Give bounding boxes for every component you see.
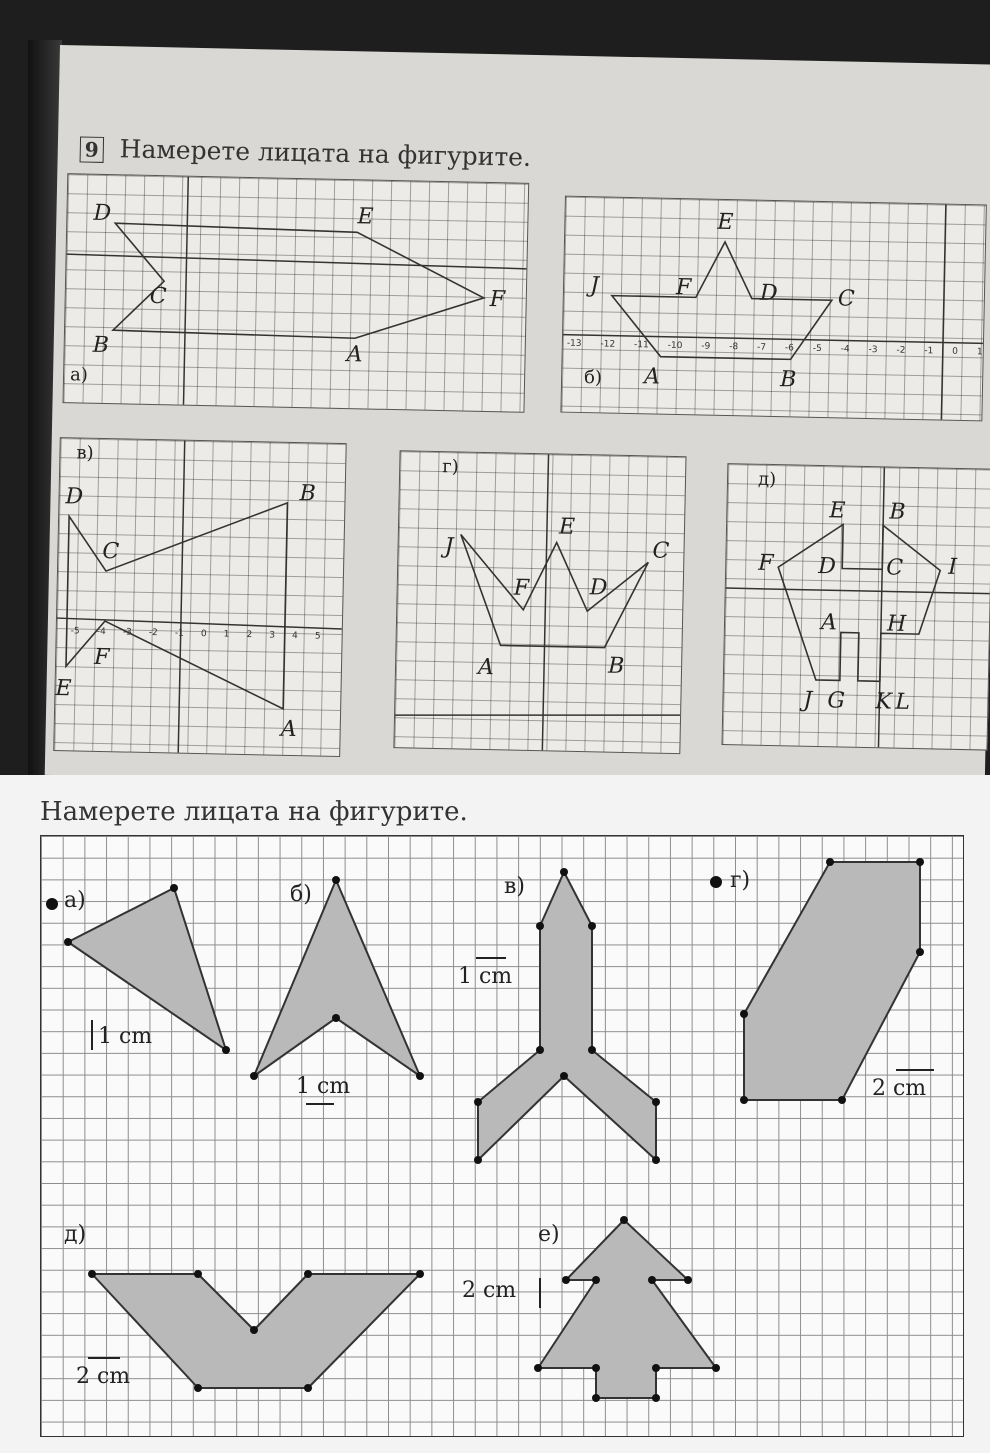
point-label: J (589, 273, 600, 299)
point-label: D (65, 484, 84, 510)
point-label: J (444, 534, 454, 560)
panel-label-b: б) (290, 882, 312, 907)
panel-label-e: е) (538, 1222, 560, 1247)
figure-e (538, 1220, 716, 1398)
scale-label-g: 2 cm (872, 1076, 927, 1101)
point-label: C (652, 538, 670, 564)
tick-label: -1 (174, 628, 184, 639)
exercise-number: 9 (80, 136, 104, 162)
point-label: E (558, 514, 576, 540)
panel-label-g: г) (730, 868, 751, 893)
point-label: E (55, 676, 72, 702)
tick-label: -4 (840, 344, 850, 355)
tick-label: -3 (868, 345, 878, 356)
panel-label: г) (442, 456, 459, 478)
point-label: B (779, 367, 797, 393)
scale-label-b: 1 cm (296, 1074, 351, 1099)
point-label: H (886, 611, 907, 637)
point-label: F (489, 287, 506, 313)
tick-label: -1 (924, 346, 934, 357)
point-label: B (607, 653, 625, 679)
point-label: F (758, 550, 774, 577)
scale-label-e: 2 cm (462, 1278, 517, 1303)
point-label: K (875, 689, 893, 715)
tick-label: -8 (729, 342, 739, 353)
tick-label: -3 (122, 627, 132, 638)
panel-label-d: д) (64, 1222, 87, 1247)
point-label: E (829, 498, 846, 524)
tick-label: -5 (812, 343, 822, 355)
scale-label-v: 1 cm (458, 964, 513, 989)
panel-label: в) (76, 442, 94, 464)
point-label: C (102, 539, 120, 565)
tick-label: -4 (96, 626, 106, 638)
point-label: F (675, 274, 692, 301)
point-label: F (93, 644, 110, 671)
panel-label: б) (583, 367, 603, 389)
tick-label: -6 (784, 343, 795, 354)
point-label: G (827, 688, 846, 714)
point-label: D (589, 575, 608, 601)
point-label: D (759, 280, 778, 307)
tick-label: -7 (756, 342, 767, 353)
panel-label: а) (69, 364, 89, 386)
scale-label-a: 1 cm (98, 1024, 153, 1049)
point-label: L (895, 689, 911, 715)
point-label: C (837, 286, 855, 312)
point-label: A (346, 342, 363, 368)
figure-v (478, 872, 656, 1160)
tick-label: -5 (70, 626, 80, 637)
tick-label: 0 (952, 346, 959, 357)
tick-label: -10 (667, 340, 683, 352)
panel-label-a: а) (64, 888, 86, 913)
point-label: B (92, 332, 110, 359)
panel-label: д) (757, 468, 777, 491)
point-label: A (280, 716, 297, 743)
point-label: A (820, 610, 838, 636)
point-label: B (299, 481, 317, 507)
bottom-title: Намерете лицата на фигурите. (40, 797, 468, 827)
point-label: I (947, 554, 958, 580)
figure-g (744, 862, 920, 1100)
point-label: J (803, 687, 813, 713)
tick-label: -2 (148, 627, 158, 639)
tick-label: 1 (223, 629, 230, 640)
tick-label: -12 (600, 339, 616, 350)
tick-label: 3 (269, 630, 276, 641)
panel-label-v: в) (504, 874, 525, 899)
scale-label-d: 2 cm (76, 1364, 131, 1389)
figure-b (254, 880, 420, 1076)
tick-label: -11 (633, 340, 649, 351)
point-label: A (477, 654, 495, 681)
point-label: D (817, 553, 837, 580)
point-label: A (643, 364, 661, 390)
point-label: E (357, 204, 374, 230)
tick-label: 0 (200, 629, 207, 640)
point-label: B (889, 499, 906, 525)
top-title: Намерете лицата на фигурите. (119, 134, 532, 172)
tick-label: 5 (314, 631, 321, 642)
point-label: F (513, 575, 530, 601)
tick-label: 1 (976, 347, 983, 358)
point-label: C (885, 555, 904, 581)
tick-label: -2 (896, 345, 906, 356)
tick-label: 2 (246, 630, 253, 641)
tick-label: -9 (701, 341, 711, 352)
tick-label: -13 (566, 338, 582, 349)
point-label: C (149, 283, 167, 310)
tick-label: 4 (291, 630, 298, 642)
point-label: D (93, 200, 112, 227)
point-label: E (717, 209, 734, 236)
